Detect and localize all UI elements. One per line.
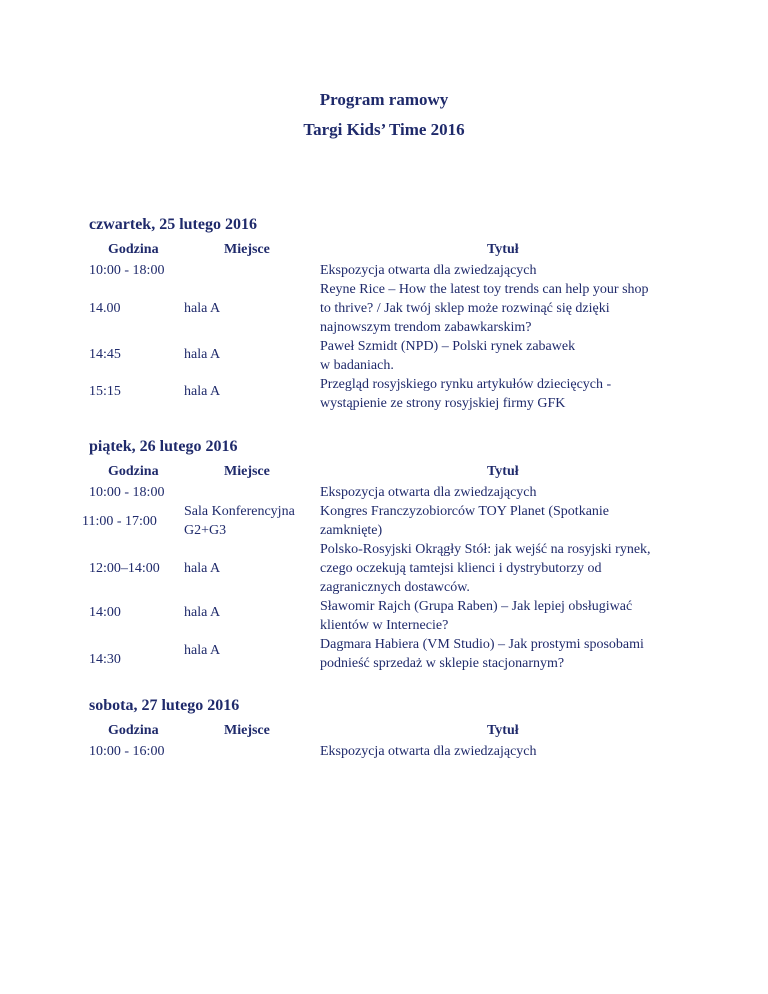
- column-header-time: Godzina: [108, 464, 159, 479]
- table-cell-time: 10:00 - 18:00: [89, 485, 165, 500]
- column-header-time: Godzina: [108, 723, 159, 738]
- column-header-title: Tytuł: [487, 242, 519, 257]
- table-cell-title: Paweł Szmidt (NPD) – Polski rynek zabawek: [320, 339, 576, 354]
- column-header-place: Miejsce: [224, 464, 270, 479]
- day-heading-friday: piątek, 26 lutego 2016: [89, 438, 238, 455]
- table-cell-place: hala A: [184, 301, 221, 316]
- table-cell-title: podnieść sprzedaż w sklepie stacjonarnym?: [320, 656, 565, 671]
- column-header-place: Miejsce: [224, 723, 270, 738]
- document-subtitle: Targi Kids’ Time 2016: [303, 120, 465, 139]
- table-cell-title: Przegląd rosyjskiego rynku artykułów dziecięcych -: [320, 377, 612, 392]
- table-cell-title: Dagmara Habiera (VM Studio) – Jak prostymi sposobami: [320, 637, 644, 652]
- table-cell-time: 12:00–14:00: [89, 561, 160, 576]
- table-cell-time: 11:00 - 17:00: [82, 514, 157, 529]
- table-cell-title: czego oczekują tamtejsi klienci i dystrybutorzy od: [320, 561, 602, 576]
- document-title: Program ramowy: [319, 90, 449, 109]
- column-header-title: Tytuł: [487, 464, 519, 479]
- table-cell-time: 14.00: [89, 301, 121, 316]
- table-cell-place: hala A: [184, 643, 221, 658]
- table-cell-time: 10:00 - 18:00: [89, 263, 165, 278]
- table-cell-title: Reyne Rice – How the latest toy trends can help your shop: [320, 282, 649, 297]
- table-cell-place: hala A: [184, 347, 221, 362]
- table-cell-title: Sławomir Rajch (Grupa Raben) – Jak lepiej obsługiwać: [320, 599, 633, 614]
- column-header-place: Miejsce: [224, 242, 270, 257]
- table-cell-title: zamknięte): [320, 523, 383, 538]
- table-cell-place: hala A: [184, 384, 221, 399]
- table-cell-title: to thrive? / Jak twój sklep może rozwinąć się dzięki: [320, 301, 610, 316]
- table-cell-time: 14:00: [89, 605, 121, 620]
- table-cell-title: wystąpienie ze strony rosyjskiej firmy GFK: [320, 396, 566, 411]
- table-cell-title: Kongres Franczyzobiorców TOY Planet (Spotkanie: [320, 504, 610, 519]
- column-header-time: Godzina: [108, 242, 159, 257]
- table-cell-title: najnowszym trendom zabawkarskim?: [320, 320, 532, 335]
- table-cell-time: 15:15: [89, 384, 121, 399]
- table-cell-title: Ekspozycja otwarta dla zwiedzających: [320, 744, 537, 759]
- column-header-title: Tytuł: [487, 723, 519, 738]
- table-cell-title: w badaniach.: [320, 358, 394, 373]
- table-cell-place: Sala Konferencyjna: [184, 504, 295, 519]
- table-cell-title: klientów w Internecie?: [320, 618, 449, 633]
- table-cell-title: Polsko-Rosyjski Okrągły Stół: jak wejść na rosyjski rynek,: [320, 542, 651, 557]
- day-heading-thursday: czwartek, 25 lutego 2016: [89, 216, 257, 233]
- table-cell-place: hala A: [184, 561, 221, 576]
- table-cell-title: Ekspozycja otwarta dla zwiedzających: [320, 485, 537, 500]
- table-cell-time: 14:45: [89, 347, 121, 362]
- table-cell-place: G2+G3: [184, 523, 227, 538]
- table-cell-title: zagranicznych dostawców.: [320, 580, 470, 595]
- table-cell-title: Ekspozycja otwarta dla zwiedzających: [320, 263, 537, 278]
- table-cell-place: hala A: [184, 605, 221, 620]
- table-cell-time: 10:00 - 16:00: [89, 744, 165, 759]
- day-heading-saturday: sobota, 27 lutego 2016: [89, 697, 240, 714]
- table-cell-time: 14:30: [89, 652, 121, 667]
